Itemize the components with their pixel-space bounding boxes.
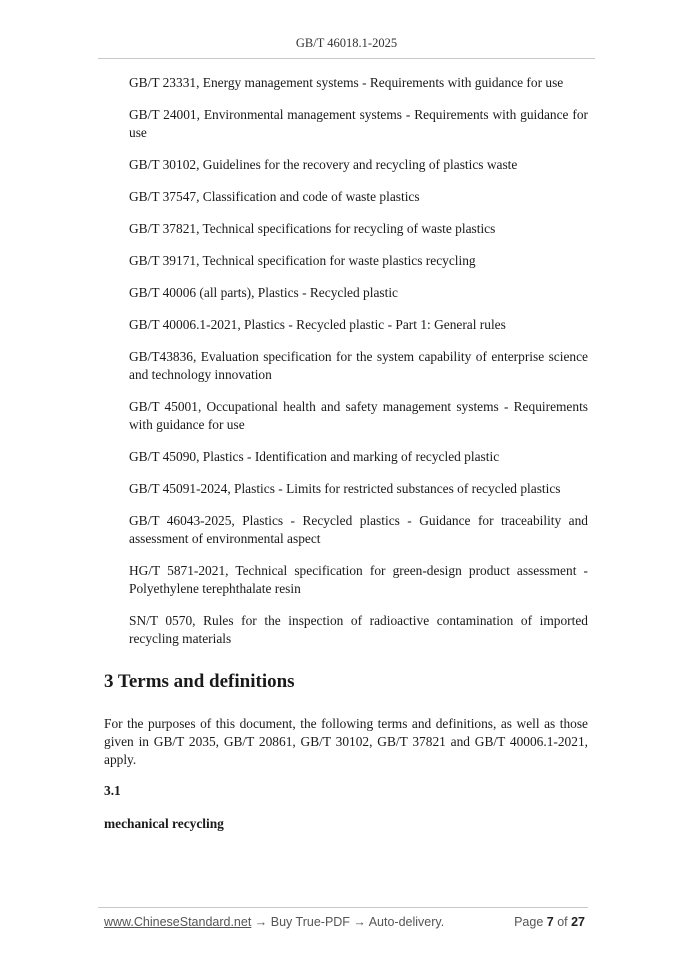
reference-item: HG/T 5871-2021, Technical specification for green-design product assessment - Polyethylene terephthalate resin	[129, 563, 588, 596]
footer-promo	[104, 915, 444, 929]
reference-item: GB/T43836, Evaluation specification for the system capability of enterprise science and technology innovation	[129, 349, 588, 382]
page-total: 27	[571, 915, 585, 929]
term-number: 3.1	[104, 783, 121, 798]
header-divider	[98, 58, 595, 59]
footer-promo-text: → Buy True-PDF → Auto-delivery.	[251, 915, 445, 929]
normative-references-list	[129, 74, 588, 662]
reference-item: GB/T 30102, Guidelines for the recovery and recycling of plastics waste	[129, 157, 518, 172]
page-of: of	[553, 915, 572, 929]
page-number	[514, 915, 585, 929]
reference-item: GB/T 45001, Occupational health and safety management systems - Requirements with guidance for use	[129, 399, 588, 432]
site-link[interactable]: www.ChineseStandard.net	[104, 915, 252, 929]
reference-item: GB/T 40006 (all parts), Plastics - Recycled plastic	[129, 285, 398, 300]
reference-item: SN/T 0570, Rules for the inspection of radioactive contamination of imported recycling materials	[129, 613, 588, 646]
reference-item: GB/T 40006.1-2021, Plastics - Recycled plastic - Part 1: General rules	[129, 317, 506, 332]
page-label: Page	[514, 915, 547, 929]
reference-item: GB/T 23331, Energy management systems - Requirements with guidance for use	[129, 75, 564, 90]
reference-item: GB/T 46043-2025, Plastics - Recycled plastics - Guidance for traceability and assessment of environmental aspect	[129, 513, 588, 546]
reference-item: GB/T 45090, Plastics - Identification and marking of recycled plastic	[129, 449, 500, 464]
document-header-id: GB/T 46018.1-2025	[295, 36, 398, 50]
page-current: 7	[546, 915, 554, 929]
section-intro-paragraph: For the purposes of this document, the following terms and definitions, as well as those given in GB/T 2035, GB/T 20861, GB/T 30102, GB/T 37821 and GB/T 40006.1-2021, apply.	[104, 716, 588, 767]
reference-item: GB/T 24001, Environmental management systems - Requirements with guidance for use	[129, 107, 588, 140]
reference-item: GB/T 37547, Classification and code of waste plastics	[129, 189, 420, 204]
reference-item: GB/T 37821, Technical specifications for recycling of waste plastics	[129, 221, 496, 236]
section-heading: 3 Terms and definitions	[104, 671, 295, 692]
reference-item: GB/T 39171, Technical specification for waste plastics recycling	[129, 253, 476, 268]
footer-divider	[98, 907, 588, 908]
reference-item: GB/T 45091-2024, Plastics - Limits for restricted substances of recycled plastics	[129, 481, 561, 496]
term-name: mechanical recycling	[104, 816, 224, 831]
